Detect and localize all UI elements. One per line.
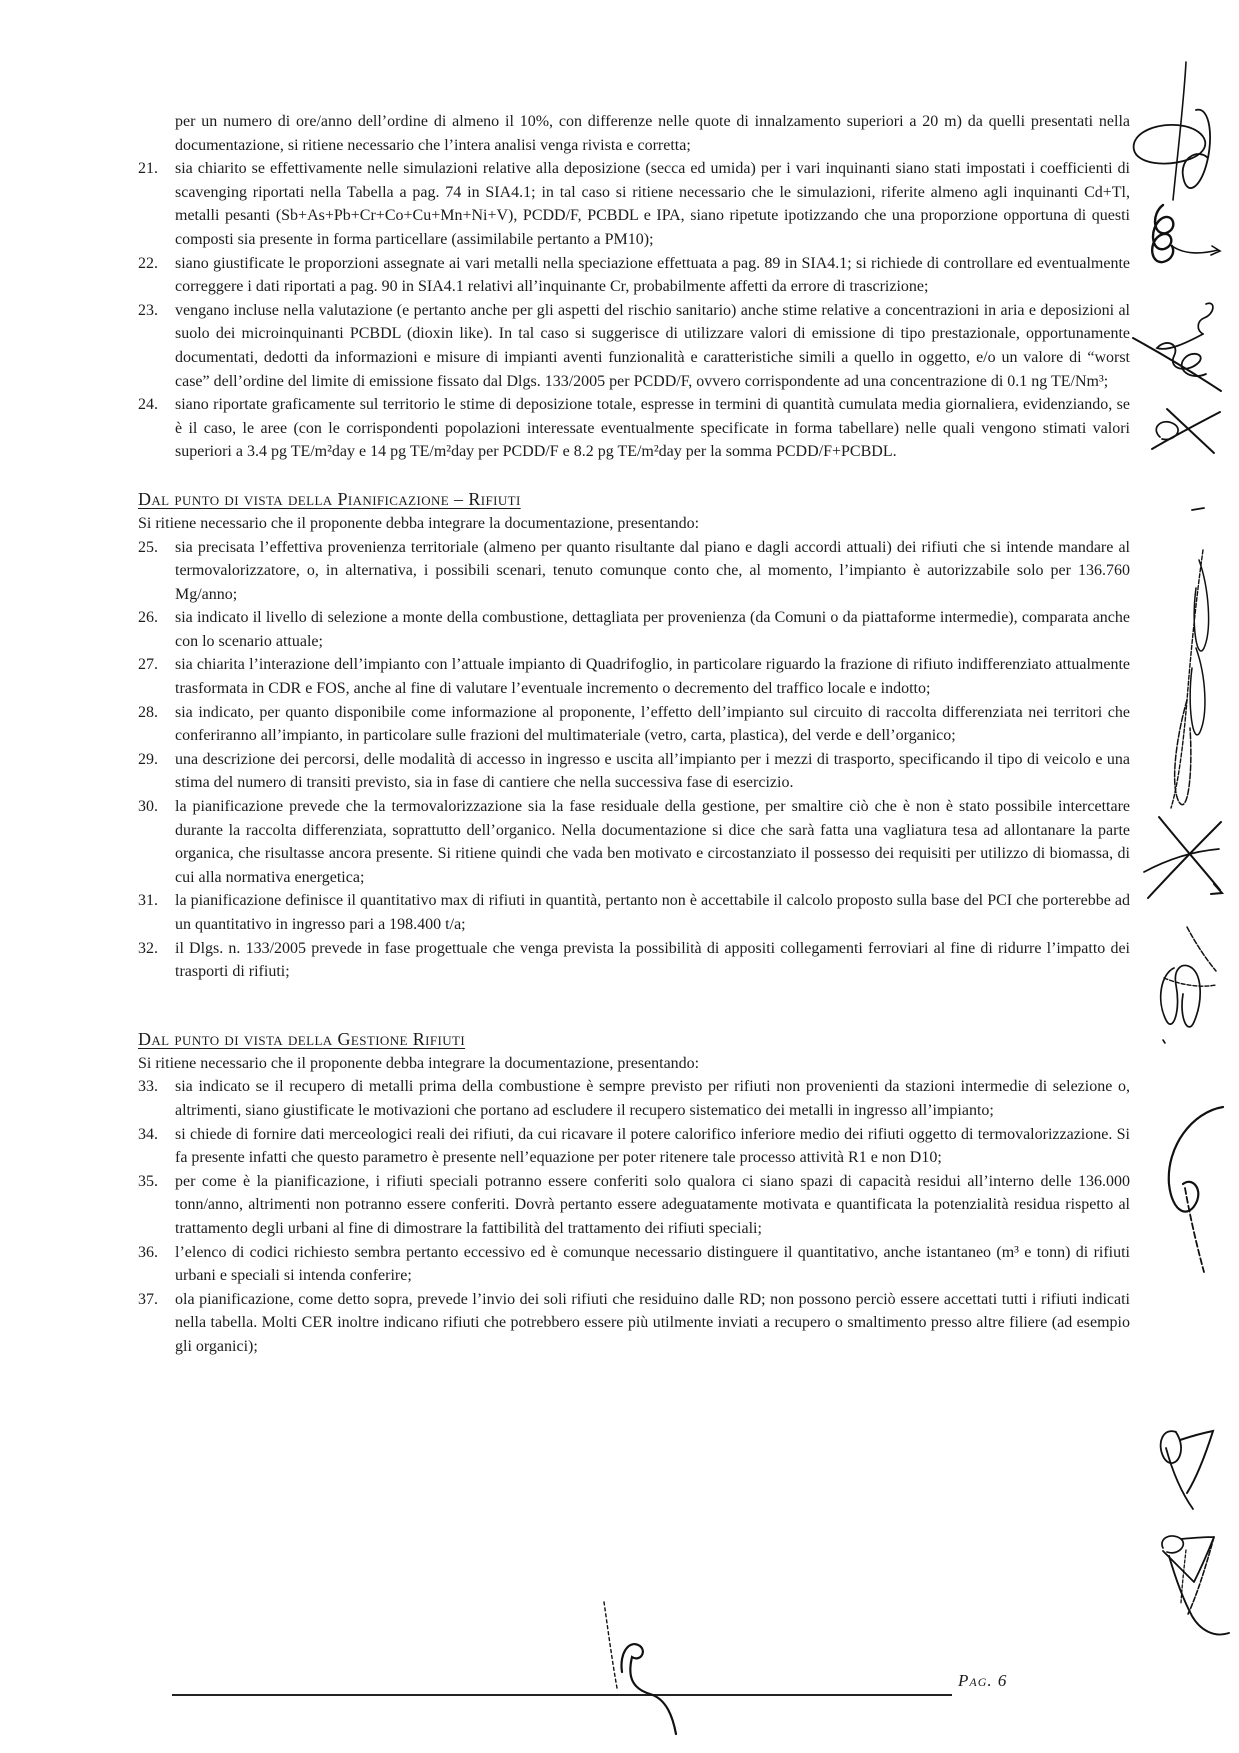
pen-mark-triangle-bottom <box>1162 1536 1229 1635</box>
list-item-35 <box>138 1170 1130 1241</box>
item-text: il Dlgs. n. 133/2005 prevede in fase progettuale che venga prevista la possibilità di appositi collegamenti ferroviari al fine di ridurre l’impatto dei trasporti di rifiuti; <box>175 939 1130 981</box>
item-number: 35. <box>138 1172 158 1190</box>
section-intro-gestione: Si ritiene necessario che il proponente debba integrare la documentazione, presentando: <box>138 1054 700 1072</box>
item-number: 37. <box>138 1290 158 1308</box>
list-item-23 <box>138 299 1130 393</box>
document-content <box>138 110 1130 1359</box>
pen-mark-signature-top <box>1134 62 1220 262</box>
list-item-30 <box>138 795 1130 889</box>
item-text: sia precisata l’effettiva provenienza territoriale (almeno per quanto risultante dal piano e dagli accordi attuali) dei rifiuti che si intende mandare al termovalorizzatore, o, in alternativa, i possibili scenari, tenuto comunque conto che, al momento, l’impianto è autorizzabile solo per 136.760 Mg/anno; <box>175 538 1130 603</box>
item-text: la pianificazione prevede che la termovalorizzazione sia la fase residuale della gestione, per smaltire ciò che è non è stato possibile intercettare durante la raccolta differenziata, soprattutto dell’organico. Nella documentazione si dice che sarà fatta una vagliatura tesa ad allontanare la parte organica, che risultasse ancora presente. Si ritiene quindi che vada ben motivato e circostanziato il possesso dei requisiti per utilizzo di biomassa, di cui alla normativa energetica; <box>175 798 1130 886</box>
list-item-25 <box>138 536 1130 607</box>
footer-rule <box>172 1694 952 1696</box>
list-item-27 <box>138 653 1130 700</box>
item-text: siano riportate graficamente sul territorio le stime di deposizione totale, espresse in termini di quantità cumulata media giornaliera, evidenziando, se è il caso, le aree (con le corrispondenti popolazioni interessate eventualmente specificate in forma tabellare) nelle quali vengono stimati valori superiori a 3.4 pg TE/m²day e 14 pg TE/m²day per PCDD/F e 8.2 pg TE/m²day per la somma PCDD/F+PCBDL. <box>175 396 1130 461</box>
list-item-33 <box>138 1075 1130 1122</box>
item-text: la pianificazione definisce il quantitativo max di rifiuti in quantità, pertanto non è accettabile il calcolo proposto sulla base del PCI che porterebbe ad un quantitativo in ingresso pari a 198.400 t/a; <box>175 892 1130 933</box>
item-number: 25. <box>138 538 158 556</box>
pen-mark-heart-shape <box>1161 1431 1213 1509</box>
item-number: 23. <box>138 301 158 319</box>
pen-mark-long-squiggle <box>1171 550 1209 808</box>
item-number: 33. <box>138 1078 158 1096</box>
item-number: 26. <box>138 609 158 627</box>
item-number: 21. <box>138 160 158 178</box>
item-text: ola pianificazione, come detto sopra, prevede l’invio dei soli rifiuti che residuino dalle RD; non possono perciò essere accettati tutti i rifiuti indicati nella tabella. Molti CER inoltre indicano rifiuti che potrebbero essere più utilmente inviati a recupero o smaltimento presso altre filiere (ad esempio gli organici); <box>175 1290 1130 1355</box>
list-item-31 <box>138 889 1130 936</box>
item-number: 28. <box>138 703 158 721</box>
list-item-22 <box>138 252 1130 299</box>
section-heading-pianificazione: Dal punto di vista della Pianificazione – Rifiuti <box>138 488 521 509</box>
list-item-37 <box>138 1288 1130 1359</box>
section-intro-pianificazione: Si ritiene necessario che il proponente debba integrare la documentazione, presentando: <box>138 514 700 532</box>
list-item-24 <box>138 393 1130 464</box>
pen-mark-flourish-middle <box>1161 927 1216 1043</box>
item-text: sia chiarita l’interazione dell’impianto con l’attuale impianto di Quadrifoglio, in particolare riguardo la frazione di rifiuto indifferenziato attualmente trasformata in CDR e FOS, anche al fine di valutare l’eventuale incremento o decremento del traffico locale e indotto; <box>175 656 1130 698</box>
item-number: 31. <box>138 892 158 910</box>
item-number: 32. <box>138 939 158 957</box>
list-item-34 <box>138 1123 1130 1170</box>
pen-mark-x-loop <box>1152 409 1220 453</box>
list-item-28 <box>138 701 1130 748</box>
item-number: 27. <box>138 656 158 674</box>
item-text: sia indicato, per quanto disponibile come informazione al proponente, l’effetto dell’impianto sul circuito di raccolta differenziata nei territori che conferiranno all’impianto, in particolare sulle frazioni del multimateriale (vetro, carta, plastica), del verde e dell’organico; <box>175 703 1130 745</box>
page-number-label: Pag. 6 <box>958 1671 1008 1690</box>
section-heading-gestione: Dal punto di vista della Gestione Rifiuti <box>138 1028 466 1049</box>
pen-mark-big-curve <box>1169 1107 1223 1272</box>
item-text: sia chiarito se effettivamente nelle simulazioni relative alla deposizione (secca ed umida) per i vari inquinanti siano stati impostati i coefficienti di scavenging riportati nella Tabella a pag. 74 in SIA4.1; in tal caso si ritiene necessario che le simulazioni, riferite almeno agli inquinanti Cd+Tl, metalli pesanti (Sb+As+Pb+Cr+Co+Cu+Mn+Ni+V), PCDD/F, PCBDL e IPA, siano ripetute ipotizzando che una proporzione opportuna di questi composti sia presente in forma particellare (assimilabile pertanto a PM10); <box>175 160 1130 248</box>
continuation-paragraph: per un numero di ore/anno dell’ordine di almeno il 10%, con differenze nelle quote di innalzamento superiori a 20 m) da quelli presentati nella documentazione, si ritiene necessario che l’intera analisi venga rivista e corretta; <box>175 113 1130 154</box>
item-text: l’elenco di codici richiesto sembra pertanto eccessivo ed è comunque necessario distinguere il quantitativo, anche istantaneo (m³ e tonn) di rifiuti urbani e speciali si intenda conferire; <box>175 1243 1130 1285</box>
list-item-21 <box>138 157 1130 251</box>
item-text: sia indicato il livello di selezione a monte della combustione, dettagliata per provenienza (da Comuni o da piattaforme intermedie), comparata anche con lo scenario attuale; <box>175 609 1130 650</box>
item-text: siano giustificate le proporzioni assegnate ai vari metalli nella speciazione effettuata a pag. 89 in SIA4.1; si richiede di controllare ed eventualmente correggere i dati riportati a pag. 90 in SIA4.1 relativi all’inquinante Cr, probabilmente affetti da errore di trascrizione; <box>175 254 1130 296</box>
list-item-36 <box>138 1241 1130 1288</box>
item-number: 36. <box>138 1243 158 1261</box>
item-text: si chiede di fornire dati merceologici reali dei rifiuti, da cui ricavare il potere calorifico inferiore medio dei rifiuti oggetto di termovalorizzazione. Si fa presente infatti che questo parametro è presente nell’equazione per poter ritenere tale processo attività R1 e non D10; <box>175 1125 1130 1167</box>
item-number: 30. <box>138 798 158 816</box>
pen-mark-flourish-upper <box>1133 303 1221 391</box>
item-number: 29. <box>138 750 158 768</box>
list-item-26 <box>138 606 1130 653</box>
item-number: 24. <box>138 396 158 414</box>
pen-mark-x-arrow <box>1144 817 1222 898</box>
item-text: sia indicato se il recupero di metalli prima della combustione è sempre previsto per rifiuti non provenienti da stazioni intermedie di selezione o, altrimenti, siano giustificate le motivazioni che portano ad escludere il recupero sistematico dei metalli in ingresso all’impianto; <box>175 1078 1130 1119</box>
item-text: una descrizione dei percorsi, delle modalità di accesso in ingresso e uscita all’impianto per i mezzi di trasporto, specificando il tipo di veicolo e una stima del numero di transiti previsto, sia in fase di cantiere che nella successiva fase di esercizio. <box>175 750 1130 792</box>
item-text: per come è la pianificazione, i rifiuti speciali potranno essere conferiti solo qualora ci siano spazi di capacità residui all’interno delle 136.000 tonn/anno, altrimenti non potranno essere conferiti. Dovrà pertanto essere adeguatamente motivata e quantificata la potenzialità residua rispetto al trattamento degli urbani al fine di dimostrare la fattibilità del trattamento dei rifiuti speciali; <box>175 1172 1130 1237</box>
list-item-29 <box>138 748 1130 795</box>
item-text: vengano incluse nella valutazione (e pertanto anche per gli aspetti del rischio sanitario) anche stime relative a concentrazioni in aria e deposizioni al suolo dei microinquinanti PCBDL (dioxin like). In tal caso si suggerisce di utilizzare valori di emissione di tipo prestazionale, opportunamente documentati, dedotti da informazioni e misure di impianti aventi funzionalità e caratteristiche simili a quello in oggetto, e/o un valore di “worst case” dell’ordine del limite di emissione fissato dal Dlgs. 133/2005 per PCDD/F, ovvero corrispondente ad una concentrazione di 0.1 ng TE/Nm³; <box>175 301 1130 390</box>
pen-mark-dash <box>1192 508 1204 510</box>
item-number: 34. <box>138 1125 158 1143</box>
item-number: 22. <box>138 254 158 272</box>
list-item-32 <box>138 937 1130 984</box>
pen-mark-bottom-center <box>604 1602 676 1734</box>
